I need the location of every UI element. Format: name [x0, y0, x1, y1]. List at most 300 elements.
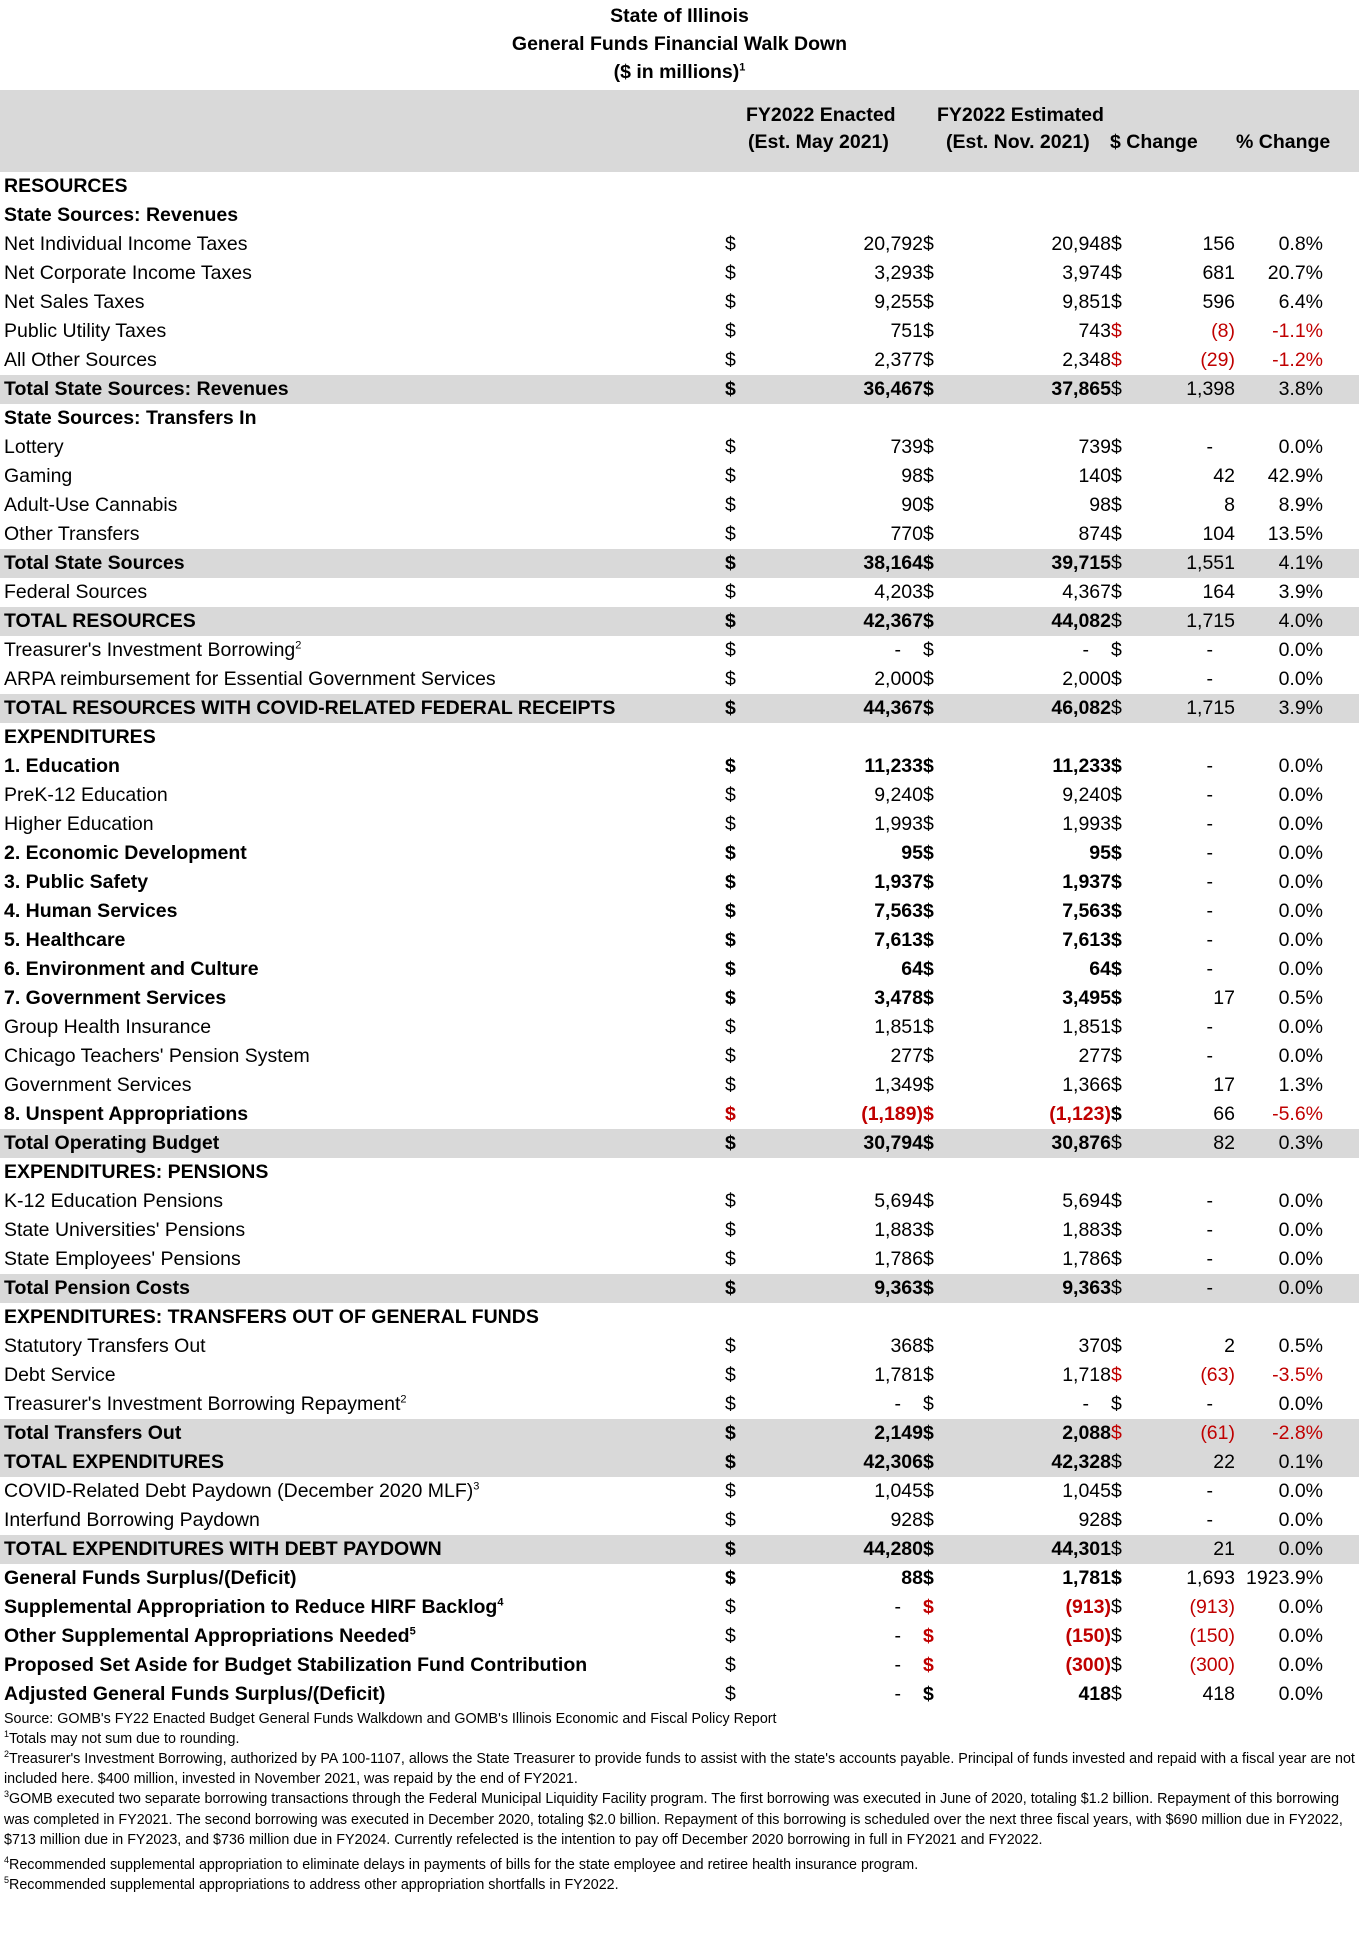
- row-label: 2. Economic Development: [4, 842, 247, 864]
- cell-d3: $: [1111, 1335, 1122, 1357]
- cell-ch: -: [1206, 813, 1213, 835]
- row-label: Supplemental Appropriation to Reduce HIRF Backlog$^4$: [4, 1596, 504, 1618]
- row-label: 8. Unspent Appropriations: [4, 1103, 249, 1125]
- row-label: Other Transfers: [4, 523, 140, 545]
- cell-d3: $: [1111, 291, 1122, 313]
- cell-pct: 0.0%: [1278, 1509, 1324, 1531]
- cell-pct: 3.9%: [1278, 581, 1324, 603]
- cell-ch: -: [1206, 871, 1213, 893]
- row-label: Proposed Set Aside for Budget Stabilization Fund Contribution: [4, 1654, 588, 1676]
- cell-d3: $: [1111, 1393, 1122, 1415]
- cell-v2: -: [1082, 1393, 1089, 1415]
- cell-ch: 82: [1147, 1129, 1235, 1158]
- total-row: [0, 1419, 1359, 1448]
- cell-pct: -5.6%: [1272, 1103, 1324, 1125]
- cell-ch: (61): [1147, 1419, 1235, 1448]
- cell-d1: $: [725, 375, 782, 404]
- row-label: PreK-12 Education: [4, 784, 168, 806]
- cell-d2: $: [923, 1567, 934, 1589]
- cell-pct: 0.0%: [1278, 871, 1324, 893]
- cell-d2: $: [923, 929, 934, 951]
- cell-pct: 0.0%: [1278, 813, 1324, 835]
- title-line-2: General Funds Financial Walk Down: [511, 33, 848, 55]
- row-label: K-12 Education Pensions: [4, 1190, 223, 1212]
- cell-v1: 7,563: [874, 900, 923, 922]
- cell-d1: $: [725, 465, 736, 487]
- cell-v2: 42,328: [961, 1448, 1111, 1477]
- cell-ch: -: [1206, 1045, 1213, 1067]
- cell-d3: $: [1111, 1567, 1122, 1589]
- cell-ch: -: [1206, 929, 1213, 951]
- table-row: [0, 1564, 1359, 1593]
- cell-v2: 2,348: [1062, 349, 1111, 371]
- cell-v1: -: [894, 1625, 901, 1647]
- section-header-row: [0, 1303, 1359, 1332]
- cell-d2: $: [923, 694, 961, 723]
- cell-pct: 0.0%: [1278, 1683, 1324, 1705]
- table-row: [0, 984, 1359, 1013]
- cell-d1: $: [725, 1074, 736, 1096]
- cell-v2: 140: [1078, 465, 1111, 487]
- row-label: RESOURCES: [4, 175, 128, 197]
- cell-d3: $: [1111, 607, 1147, 636]
- cell-d1: $: [725, 1535, 782, 1564]
- table-row: [0, 636, 1359, 665]
- cell-d2: $: [923, 320, 934, 342]
- row-label: TOTAL EXPENDITURES WITH DEBT PAYDOWN: [0, 1535, 725, 1564]
- cell-d2: $: [923, 1045, 934, 1067]
- cell-d1: $: [725, 1016, 736, 1038]
- cell-v1: 11,233: [864, 755, 923, 777]
- cell-d2: $: [923, 262, 934, 284]
- cell-v2: 3,495: [1062, 987, 1111, 1009]
- cell-v2: 95: [1089, 842, 1111, 864]
- table-row: [0, 752, 1359, 781]
- row-label: Gaming: [4, 465, 73, 487]
- table-row: [0, 1042, 1359, 1071]
- cell-pct: 0.0%: [1278, 436, 1324, 458]
- cell-v1: 42,306: [782, 1448, 923, 1477]
- cell-d1: $: [725, 1219, 736, 1241]
- cell-pct: -1.2%: [1272, 349, 1324, 371]
- cell-d1: $: [725, 1596, 736, 1618]
- cell-ch: 2: [1224, 1335, 1235, 1357]
- cell-pct: 0.0%: [1235, 1274, 1359, 1303]
- cell-ch: (150): [1189, 1625, 1235, 1647]
- cell-d3: $: [1111, 1248, 1122, 1270]
- cell-v2: 4,367: [1062, 581, 1111, 603]
- cell-d2: $: [923, 607, 961, 636]
- cell-d1: $: [725, 929, 736, 951]
- cell-v1: 751: [890, 320, 923, 342]
- row-label: Statutory Transfers Out: [4, 1335, 206, 1357]
- cell-v2: 370: [1078, 1335, 1111, 1357]
- cell-v1: 739: [890, 436, 923, 458]
- row-label: 4. Human Services: [4, 900, 178, 922]
- cell-d3: $: [1111, 929, 1122, 951]
- cell-d2: $: [923, 1190, 934, 1212]
- cell-d3: $: [1111, 1448, 1147, 1477]
- total-row: [0, 1535, 1359, 1564]
- table-row: [0, 1187, 1359, 1216]
- row-label: TOTAL EXPENDITURES: [0, 1448, 725, 1477]
- cell-v1: -: [894, 1683, 901, 1705]
- cell-v2: 64: [1089, 958, 1111, 980]
- row-label: Total Operating Budget: [0, 1129, 725, 1158]
- cell-pct: 0.1%: [1235, 1448, 1359, 1477]
- cell-d2: $: [923, 1448, 961, 1477]
- col-estimated-line2: (Est. Nov. 2021): [946, 131, 1090, 153]
- table-row: [0, 1680, 1359, 1709]
- cell-v2: 9,363: [961, 1274, 1111, 1303]
- cell-v1: 770: [890, 523, 923, 545]
- cell-pct: 0.8%: [1278, 233, 1324, 255]
- cell-ch: -: [1206, 900, 1213, 922]
- cell-pct: 4.1%: [1235, 549, 1359, 578]
- cell-v2: 9,851: [1062, 291, 1111, 313]
- cell-v2: 1,993: [1062, 813, 1111, 835]
- row-label: Total State Sources: Revenues: [0, 375, 725, 404]
- cell-ch: 42: [1213, 465, 1235, 487]
- cell-d1: $: [725, 1274, 782, 1303]
- cell-ch: 17: [1213, 987, 1235, 1009]
- row-label: 7. Government Services: [4, 987, 227, 1009]
- source-note: Source: GOMB's FY22 Enacted Budget General Funds Walkdown and GOMB's Illinois Economic and Fiscal Policy Report: [4, 1711, 777, 1727]
- footnote-1: $^1$Totals may not sum due to rounding.: [4, 1729, 240, 1747]
- cell-d2: $: [923, 1654, 934, 1676]
- cell-v2: 20,948: [1051, 233, 1111, 255]
- cell-d1: $: [725, 549, 782, 578]
- cell-d1: $: [725, 349, 736, 371]
- cell-d3: $: [1111, 1364, 1122, 1386]
- cell-v1: 9,363: [782, 1274, 923, 1303]
- row-label: Other Supplemental Appropriations Needed$^5$: [4, 1625, 416, 1647]
- cell-d2: $: [923, 958, 934, 980]
- cell-v2: 44,082: [961, 607, 1111, 636]
- section-header-row: [0, 404, 1359, 433]
- cell-v1: 64: [901, 958, 923, 980]
- cell-pct: 0.5%: [1278, 1335, 1324, 1357]
- cell-d1: $: [725, 1393, 736, 1415]
- cell-pct: 0.0%: [1278, 755, 1324, 777]
- row-label: Public Utility Taxes: [4, 320, 167, 342]
- cell-d1: $: [725, 639, 736, 661]
- cell-d3: $: [1111, 639, 1122, 661]
- table-row: [0, 230, 1359, 259]
- cell-pct: 1923.9%: [1246, 1567, 1324, 1589]
- section-header-row: [0, 723, 1359, 752]
- row-label: State Sources: Revenues: [4, 204, 239, 226]
- cell-v1: 1,937: [874, 871, 923, 893]
- row-label: 3. Public Safety: [4, 871, 149, 893]
- cell-ch: (29): [1200, 349, 1235, 371]
- table-row: [0, 1390, 1359, 1419]
- cell-d1: $: [725, 784, 736, 806]
- cell-d1: $: [725, 1248, 736, 1270]
- cell-v2: 1,786: [1062, 1248, 1111, 1270]
- cell-d2: $: [923, 1274, 961, 1303]
- cell-pct: 0.0%: [1278, 1596, 1324, 1618]
- title-line-3: ($ in millions)$^1$: [613, 61, 746, 83]
- table-row: [0, 317, 1359, 346]
- total-row: [0, 1274, 1359, 1303]
- col-pct-change: % Change: [1236, 131, 1331, 153]
- cell-v2: 928: [1078, 1509, 1111, 1531]
- cell-ch: (63): [1200, 1364, 1235, 1386]
- cell-d2: $: [923, 581, 934, 603]
- table-row: [0, 346, 1359, 375]
- cell-d2: $: [923, 1219, 934, 1241]
- cell-v2: 1,781: [1062, 1567, 1111, 1589]
- cell-d2: $: [923, 900, 934, 922]
- footnote-4: $^4$Recommended supplemental appropriation to eliminate delays in payments of bills for the state employee and retiree health insurance program.: [4, 1854, 919, 1873]
- cell-d3: $: [1111, 755, 1122, 777]
- cell-v2: 7,613: [1062, 929, 1111, 951]
- section-header-row: [0, 1158, 1359, 1187]
- cell-v2: 874: [1078, 523, 1111, 545]
- cell-v2: 1,851: [1062, 1016, 1111, 1038]
- cell-d1: $: [725, 494, 736, 516]
- cell-pct: 6.4%: [1278, 291, 1324, 313]
- row-label: 1. Education: [4, 755, 120, 777]
- cell-d3: $: [1111, 494, 1122, 516]
- cell-ch: -: [1206, 436, 1213, 458]
- cell-d1: $: [725, 1335, 736, 1357]
- cell-d3: $: [1111, 523, 1122, 545]
- cell-d3: $: [1111, 694, 1147, 723]
- cell-v2: (300): [1065, 1654, 1111, 1676]
- table-row: [0, 1622, 1359, 1651]
- cell-ch: 1,551: [1147, 549, 1235, 578]
- cell-ch: 1,715: [1147, 694, 1235, 723]
- cell-v2: 1,045: [1062, 1480, 1111, 1502]
- row-label: Chicago Teachers' Pension System: [4, 1045, 310, 1067]
- table-row: [0, 1100, 1359, 1129]
- cell-d1: $: [725, 1419, 782, 1448]
- cell-d2: $: [923, 1509, 934, 1531]
- cell-ch: 156: [1202, 233, 1235, 255]
- cell-d3: $: [1111, 233, 1122, 255]
- cell-d2: $: [923, 523, 934, 545]
- cell-v2: 2,088: [961, 1419, 1111, 1448]
- table-row: [0, 520, 1359, 549]
- cell-d3: $: [1111, 1190, 1122, 1212]
- cell-v1: 30,794: [782, 1129, 923, 1158]
- cell-pct: 42.9%: [1267, 465, 1324, 487]
- cell-v2: 46,082: [961, 694, 1111, 723]
- cell-d2: $: [923, 436, 934, 458]
- table-row: [0, 781, 1359, 810]
- cell-d3: $: [1111, 900, 1122, 922]
- cell-pct: 13.5%: [1267, 523, 1324, 545]
- cell-d2: $: [923, 1103, 934, 1125]
- cell-d3: $: [1111, 1045, 1122, 1067]
- cell-v2: 7,563: [1062, 900, 1111, 922]
- cell-v2: 30,876: [961, 1129, 1111, 1158]
- cell-d2: $: [923, 1248, 934, 1270]
- cell-d1: $: [725, 1103, 736, 1125]
- cell-v2: 1,883: [1062, 1219, 1111, 1241]
- cell-ch: 596: [1202, 291, 1235, 313]
- table-row: [0, 955, 1359, 984]
- row-label: Lottery: [4, 436, 64, 458]
- cell-d1: $: [725, 262, 736, 284]
- cell-d2: $: [923, 1364, 934, 1386]
- row-label: 6. Environment and Culture: [4, 958, 259, 980]
- col-estimated-line1: FY2022 Estimated: [937, 104, 1104, 126]
- table-row: [0, 578, 1359, 607]
- cell-v2: 2,000: [1062, 668, 1111, 690]
- footnote-2: $^2$Treasurer's Investment Borrowing, authorized by PA 100-1107, allows the State Treasurer to provide funds to assist with the state's accounts payable. Principal of funds invested and repaid with a fiscal year are not included here. $400 million, invested in November 2021, was repaid by the end of FY2021.: [4, 1749, 1355, 1787]
- row-label: State Employees' Pensions: [4, 1248, 241, 1270]
- cell-ch: (8): [1211, 320, 1235, 342]
- cell-ch: (913): [1189, 1596, 1235, 1618]
- row-label: Group Health Insurance: [4, 1016, 212, 1038]
- cell-v1: 3,293: [874, 262, 923, 284]
- cell-ch: 21: [1147, 1535, 1235, 1564]
- cell-d1: $: [725, 320, 736, 342]
- cell-d2: $: [923, 233, 934, 255]
- cell-d3: $: [1111, 1509, 1122, 1531]
- cell-d2: $: [923, 668, 934, 690]
- table-row: [0, 839, 1359, 868]
- cell-d2: $: [923, 1074, 934, 1096]
- cell-d2: $: [923, 842, 934, 864]
- table-row: [0, 1593, 1359, 1622]
- table-row: [0, 288, 1359, 317]
- cell-ch: -: [1206, 842, 1213, 864]
- cell-ch: -: [1206, 1190, 1213, 1212]
- col-enacted-line2: (Est. May 2021): [748, 131, 889, 153]
- cell-v2: 9,240: [1062, 784, 1111, 806]
- cell-d1: $: [725, 871, 736, 893]
- cell-pct: 0.0%: [1235, 1535, 1359, 1564]
- cell-d2: $: [923, 1016, 934, 1038]
- cell-d3: $: [1111, 262, 1122, 284]
- cell-d2: $: [923, 349, 934, 371]
- cell-v1: 1,883: [874, 1219, 923, 1241]
- cell-d1: $: [725, 1654, 736, 1676]
- cell-pct: 0.0%: [1278, 929, 1324, 951]
- cell-d1: $: [725, 668, 736, 690]
- cell-v1: 42,367: [782, 607, 923, 636]
- cell-d1: $: [725, 607, 782, 636]
- table-row: [0, 1361, 1359, 1390]
- total-row: [0, 607, 1359, 636]
- cell-v2: 1,937: [1062, 871, 1111, 893]
- cell-ch: 22: [1147, 1448, 1235, 1477]
- cell-pct: 8.9%: [1278, 494, 1324, 516]
- cell-v1: -: [894, 1393, 901, 1415]
- cell-d3: $: [1111, 1480, 1122, 1502]
- cell-v2: 277: [1078, 1045, 1111, 1067]
- financial-table: [0, 172, 1359, 1709]
- cell-ch: 1,398: [1147, 375, 1235, 404]
- row-label: State Universities' Pensions: [4, 1219, 246, 1241]
- cell-v2: 98: [1089, 494, 1111, 516]
- cell-ch: -: [1206, 784, 1213, 806]
- cell-d3: $: [1111, 465, 1122, 487]
- cell-pct: 3.9%: [1235, 694, 1359, 723]
- cell-pct: 0.0%: [1278, 1248, 1324, 1270]
- cell-d2: $: [923, 1393, 934, 1415]
- cell-v1: 36,467: [782, 375, 923, 404]
- table-row: [0, 259, 1359, 288]
- cell-d1: $: [725, 1683, 736, 1705]
- row-label: EXPENDITURES: PENSIONS: [4, 1161, 269, 1183]
- row-label: TOTAL RESOURCES: [0, 607, 725, 636]
- cell-d2: $: [923, 375, 961, 404]
- cell-pct: 0.0%: [1278, 842, 1324, 864]
- cell-v2: -: [1082, 639, 1089, 661]
- cell-d1: $: [725, 1045, 736, 1067]
- cell-d2: $: [923, 871, 934, 893]
- cell-d3: $: [1111, 320, 1122, 342]
- cell-d3: $: [1111, 436, 1122, 458]
- cell-v2: 418: [1078, 1683, 1111, 1705]
- cell-v2: 39,715: [961, 549, 1111, 578]
- cell-v1: 88: [901, 1567, 923, 1589]
- cell-v1: 1,045: [874, 1480, 923, 1502]
- cell-d3: $: [1111, 668, 1122, 690]
- table-row: [0, 462, 1359, 491]
- row-label: All Other Sources: [4, 349, 157, 371]
- cell-d1: $: [725, 813, 736, 835]
- cell-v1: 2,000: [874, 668, 923, 690]
- cell-v2: (1,123): [1049, 1103, 1111, 1125]
- cell-d3: $: [1111, 1683, 1122, 1705]
- cell-d3: $: [1111, 549, 1147, 578]
- cell-pct: 0.0%: [1278, 1480, 1324, 1502]
- cell-ch: 17: [1213, 1074, 1235, 1096]
- cell-ch: -: [1206, 1393, 1213, 1415]
- row-label: Adult-Use Cannabis: [4, 494, 178, 516]
- cell-ch: 681: [1202, 262, 1235, 284]
- col-change: $ Change: [1110, 131, 1198, 153]
- row-label: EXPENDITURES: TRANSFERS OUT OF GENERAL FUNDS: [4, 1306, 539, 1328]
- cell-ch: -: [1147, 1274, 1235, 1303]
- cell-ch: -: [1206, 639, 1213, 661]
- cell-pct: 0.0%: [1278, 639, 1324, 661]
- cell-d3: $: [1111, 1535, 1147, 1564]
- cell-pct: 1.3%: [1278, 1074, 1324, 1096]
- cell-pct: -2.8%: [1235, 1419, 1359, 1448]
- cell-pct: 3.8%: [1235, 375, 1359, 404]
- cell-d3: $: [1111, 581, 1122, 603]
- cell-d1: $: [725, 233, 736, 255]
- report-title: [0, 0, 1359, 90]
- cell-v2: 3,974: [1062, 262, 1111, 284]
- cell-ch: -: [1206, 958, 1213, 980]
- cell-pct: -1.1%: [1272, 320, 1324, 342]
- cell-d2: $: [923, 1480, 934, 1502]
- cell-v1: 1,786: [874, 1248, 923, 1270]
- cell-d1: $: [725, 958, 736, 980]
- row-label: Federal Sources: [4, 581, 148, 603]
- cell-d3: $: [1111, 987, 1122, 1009]
- row-label: Higher Education: [4, 813, 154, 835]
- cell-ch: -: [1206, 1219, 1213, 1241]
- cell-ch: -: [1206, 1480, 1213, 1502]
- cell-v1: 1,993: [874, 813, 923, 835]
- cell-d1: $: [725, 987, 736, 1009]
- cell-d3: $: [1111, 1074, 1122, 1096]
- row-label: State Sources: Transfers In: [4, 407, 257, 429]
- row-label: Total Transfers Out: [0, 1419, 725, 1448]
- cell-ch: 104: [1202, 523, 1235, 545]
- cell-ch: (300): [1189, 1654, 1235, 1676]
- cell-d1: $: [725, 1129, 782, 1158]
